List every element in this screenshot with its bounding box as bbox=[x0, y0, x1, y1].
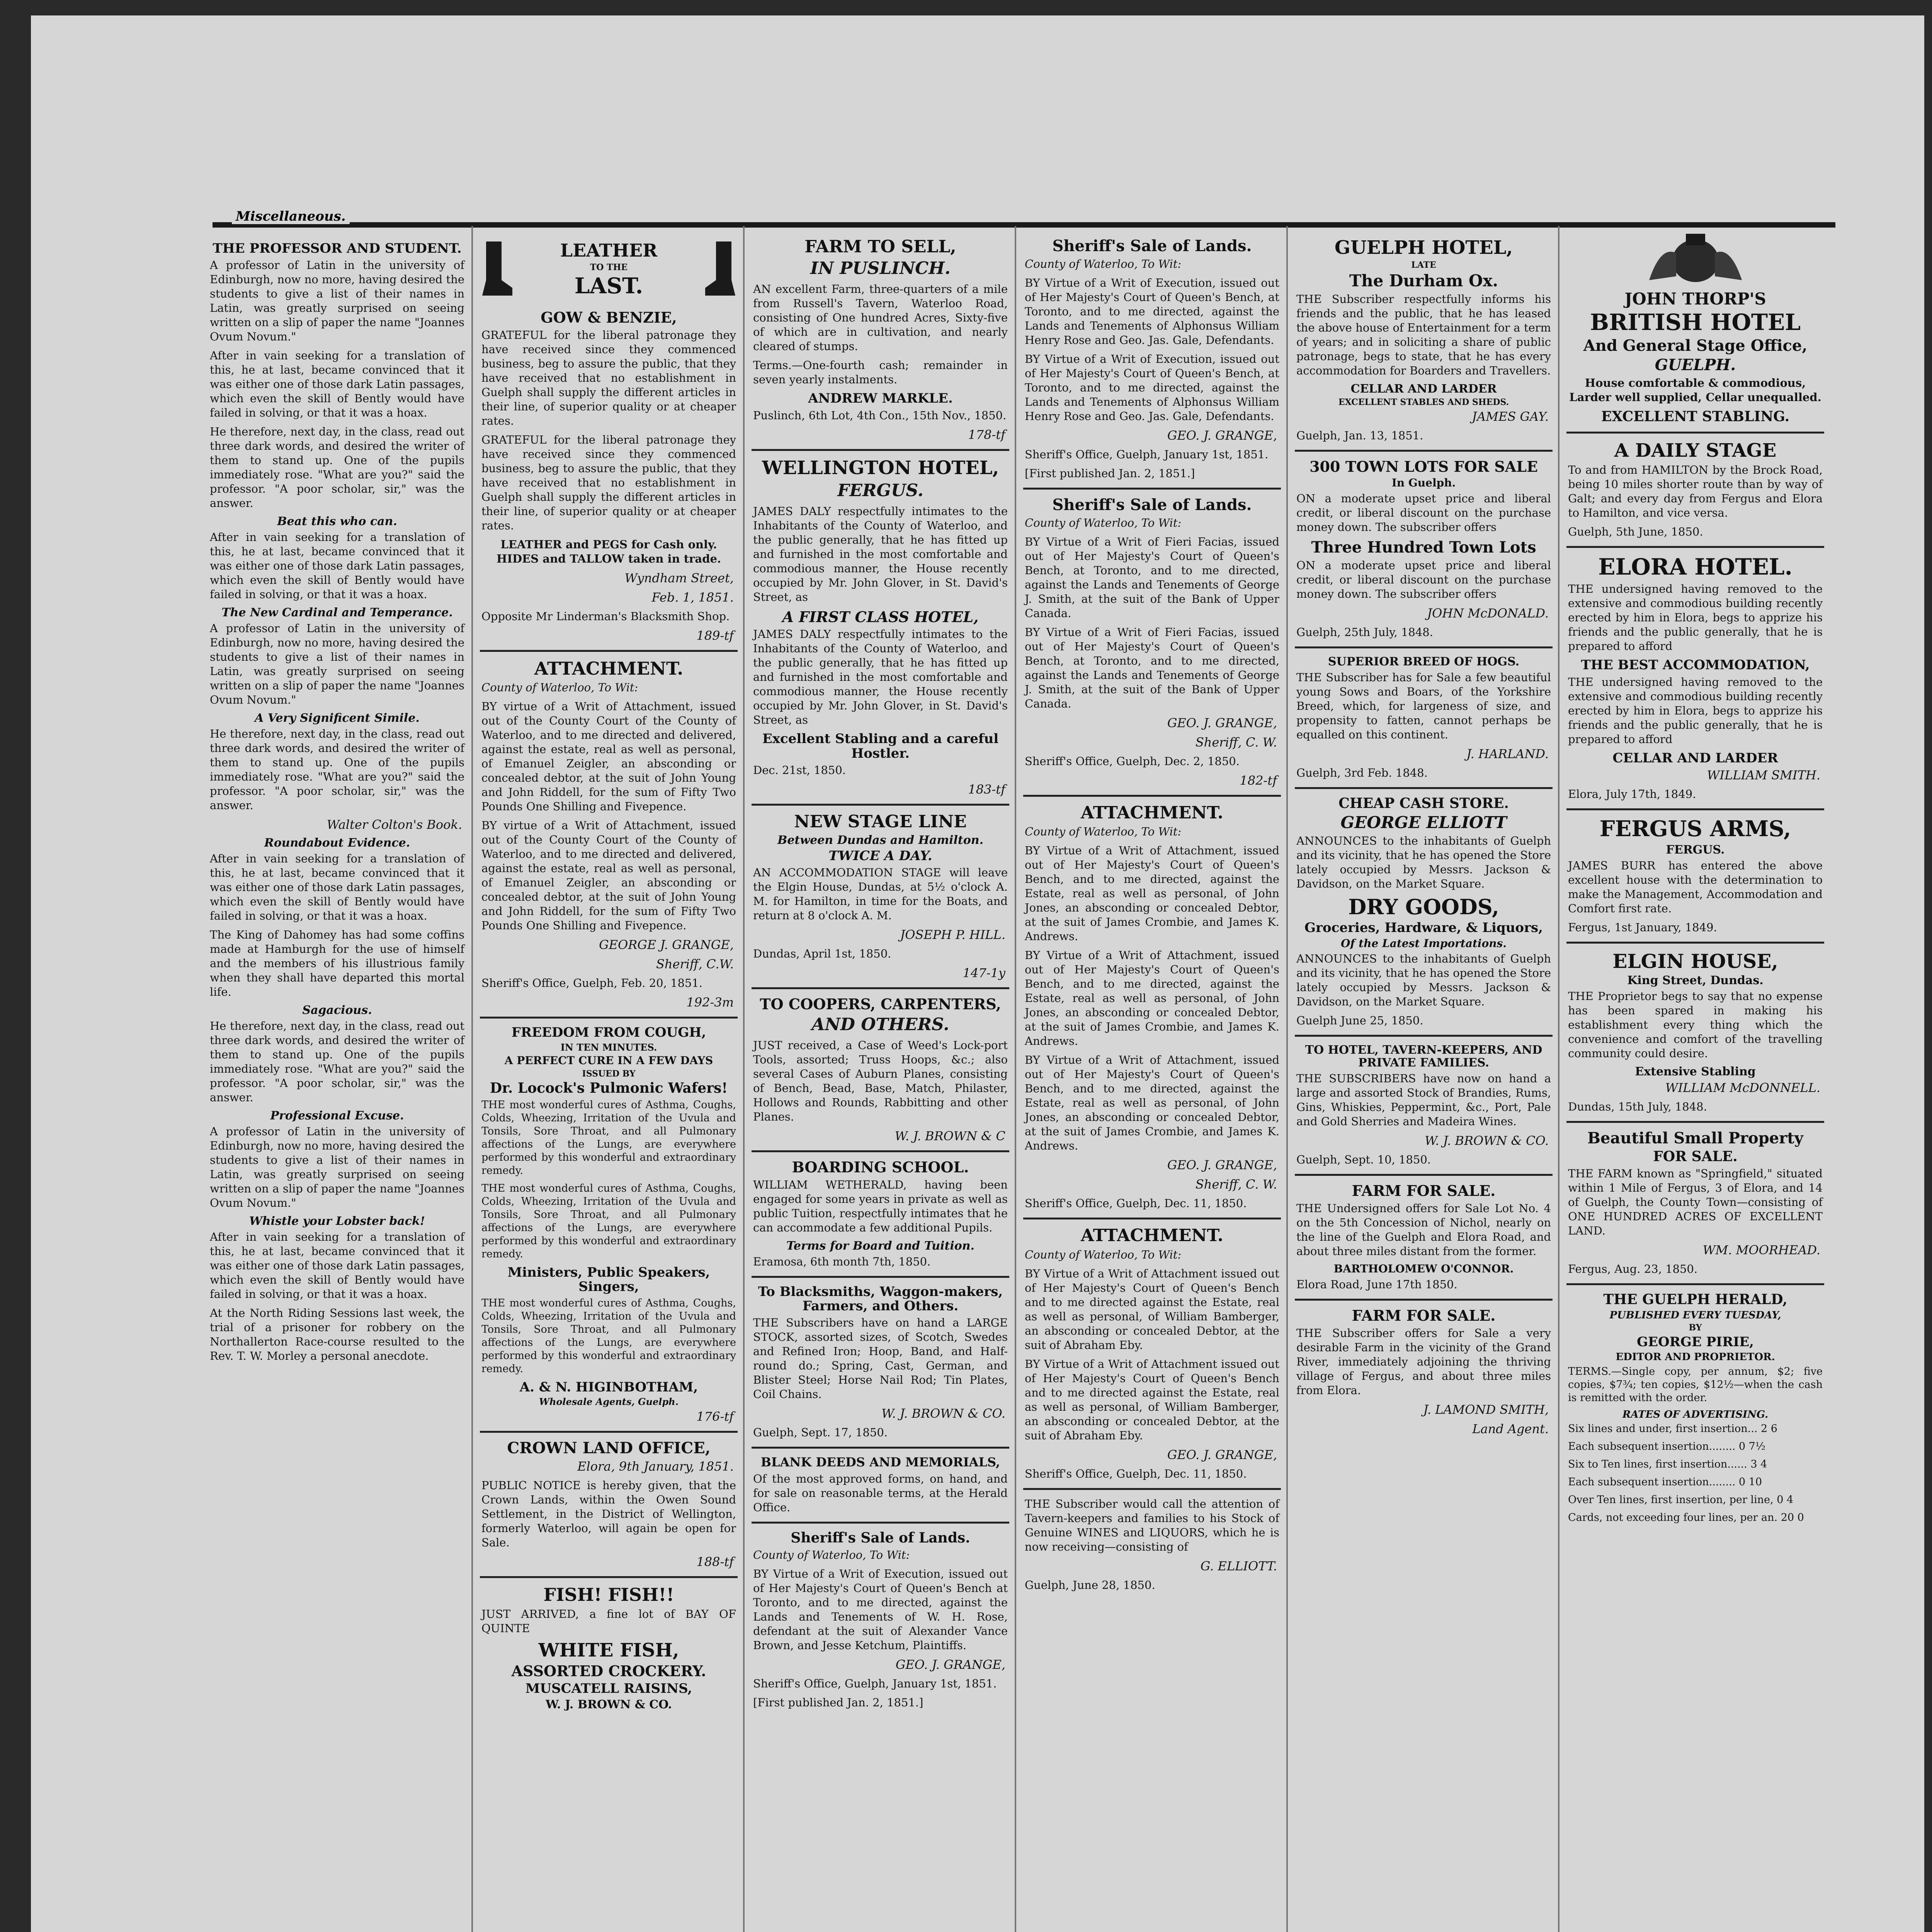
advertiser-name: J. LAMOND SMITH, bbox=[1423, 1402, 1549, 1417]
ad-title: CHEAP CASH STORE. bbox=[1338, 795, 1509, 811]
ad-title: NEW STAGE LINE bbox=[794, 812, 967, 832]
ad-title: ELGIN HOUSE, bbox=[1612, 949, 1778, 973]
ad-title: LAST. bbox=[574, 273, 643, 299]
ad-subtitle: And General Stage Office, bbox=[1583, 336, 1808, 355]
separator bbox=[1023, 1218, 1281, 1219]
ad-county: County of Waterloo, To Wit: bbox=[1025, 825, 1182, 838]
ad-address: Opposite Mr Linderman's Blacksmith Shop. bbox=[481, 609, 730, 623]
ad-county: County of Waterloo, To Wit: bbox=[753, 1548, 910, 1562]
advertiser-role: Land Agent. bbox=[1472, 1421, 1549, 1436]
ad-text: BY Virtue of a Writ of Attachment, issued out of Her Majesty's Court of Queen's Bench, and to me directed, against the Estate, real as well as personal, of John Jones, an absconding or concealed Debtor, at the suit of James Crombie, and James K. Andrews. bbox=[1025, 844, 1279, 943]
ad-date: Elora, July 17th, 1849. bbox=[1568, 787, 1696, 801]
ad-code: 147-1y bbox=[963, 965, 1005, 980]
advertiser-name: J. HARLAND. bbox=[1466, 746, 1549, 761]
article-title: Whistle your Lobster back! bbox=[249, 1214, 425, 1228]
separator bbox=[1023, 1488, 1281, 1490]
ad-date: Fergus, Aug. 23, 1850. bbox=[1568, 1262, 1698, 1276]
ad-code: 189-tf bbox=[696, 628, 734, 643]
agent-location: Wholesale Agents, Guelph. bbox=[539, 1396, 679, 1407]
ad-text: THE undersigned having removed to the extensive and commodious building recently erected by him in Elora, begs to apprize his friends and the public generally, that he is prepared to afford bbox=[1568, 582, 1823, 653]
ad-date: Feb. 1, 1851. bbox=[651, 590, 734, 605]
ad-subtitle: TO THE bbox=[590, 262, 628, 272]
separator bbox=[1023, 795, 1281, 797]
ad-subtitle: DRY GOODS, bbox=[1348, 894, 1499, 919]
article-title: The New Cardinal and Temperance. bbox=[221, 606, 453, 620]
ad-text: BY virtue of a Writ of Attachment, issued out of the County Court of the County of Waterloo, and to me directed and delivered, against the estate, real as well as personal, of Emanuel Zeigler, an absconding or concealed debtor, at the suit of John Young and John Riddell, for the sum of Fifty Two Pounds One Shilling and Fivepence. bbox=[481, 700, 736, 813]
ad-text: BY Virtue of a Writ of Attachment issued out of Her Majesty's Court of Queen's Bench and to me directed against the Estate, real as well as personal, of William Bamberger, an absconding or concealed Debtor, at the suit of Abraham Eby. bbox=[1025, 1357, 1279, 1442]
separator bbox=[752, 1447, 1009, 1449]
ad-title: SUPERIOR BREED OF HOGS. bbox=[1328, 655, 1520, 668]
ad-title: GUELPH HOTEL, bbox=[1334, 237, 1513, 259]
ad-code: 188-tf bbox=[696, 1554, 734, 1570]
column-3 bbox=[750, 226, 1011, 1932]
ad-text: BY Virtue of a Writ of Attachment, issued out of Her Majesty's Court of Queen's Bench, and to me directed, against the Estate, real as well as personal, of John Jones, an absconding or concealed Debtor, at the suit of James Crombie, and James K. Andrews. bbox=[1025, 1053, 1279, 1153]
ad-title: TO HOTEL, TAVERN-KEEPERS, AND PRIVATE FAMILIES. bbox=[1305, 1043, 1543, 1070]
sheriff-name: GEORGE J. GRANGE, bbox=[599, 937, 734, 952]
sheriff-name: GEO. J. GRANGE, bbox=[895, 1657, 1005, 1672]
ad-subtitle: Terms for Board and Tuition. bbox=[786, 1239, 975, 1253]
separator bbox=[1566, 432, 1824, 434]
ad-text: To and from HAMILTON by the Brock Road, being 10 miles shorter route than by way of Galt; and every day from Fergus and Elora to Hamilton, and vice versa. bbox=[1568, 463, 1823, 520]
ad-date: Elora Road, June 17th 1850. bbox=[1296, 1277, 1458, 1291]
column-5 bbox=[1293, 226, 1554, 1932]
ad-text: BY Virtue of a Writ of Attachment, issued out of Her Majesty's Court of Queen's Bench, and to me directed, against the Estate, real as well as personal, of John Jones, an absconding or concealed Debtor, at the suit of James Crombie, and James K. Andrews. bbox=[1025, 949, 1279, 1048]
article-paragraph: After in vain seeking for a translation of this, he at last, became convinced that it was either one of those dark Latin passages, which even the skill of Bently would have failed in solving, or that it was a hoax. bbox=[210, 531, 464, 601]
ad-subtitle: The Durham Ox. bbox=[1349, 271, 1498, 290]
ad-text: LEATHER and PEGS for Cash only. HIDES and TALLOW taken in trade. bbox=[496, 537, 721, 565]
ad-text: GRATEFUL for the liberal patronage they have received since they commenced business, beg to assure the public, that they have received that no establishment in Guelph shall supply the different articles in their line, of superior quality or at cheaper rates. bbox=[481, 433, 736, 532]
ad-date: Puslinch, 6th Lot, 4th Con., 15th Nov., 1850. bbox=[753, 408, 1007, 422]
ad-county: County of Waterloo, To Wit: bbox=[1025, 1248, 1182, 1261]
ad-date: Guelph, 25th July, 1848. bbox=[1296, 625, 1433, 639]
ad-date: Guelph, Jan. 13, 1851. bbox=[1296, 429, 1423, 442]
ad-subtitle: ISSUED BY bbox=[582, 1068, 636, 1079]
ad-title: FARM TO SELL, bbox=[804, 237, 956, 257]
ad-text: AN ACCOMMODATION STAGE will leave the Elgin House, Dundas, at 5½ o'clock A. M. for Hamilton, in time for the Boats, and return at 8 o'clock A. M. bbox=[753, 866, 1008, 922]
ad-text: PUBLIC NOTICE is hereby given, that the Crown Lands, within the Owen Sound Settlement, in the District of Wellington, formerly Waterloo, will again be open for Sale. bbox=[481, 1479, 736, 1549]
ad-text: Of the most approved forms, on hand, and for sale on reasonable terms, at the Herald Office. bbox=[753, 1472, 1008, 1514]
ad-street: Wyndham Street, bbox=[624, 570, 734, 585]
ad-first-published: [First published Jan. 2, 1851.] bbox=[1025, 467, 1195, 480]
ad-title: TO COOPERS, CARPENTERS, bbox=[760, 995, 1001, 1013]
ad-subtitle: RATES OF ADVERTISING. bbox=[1622, 1408, 1769, 1420]
article-paragraph: He therefore, next day, in the class, read out three dark words, and desired the writer of them to stand up. One of the pupils immediately rose. "What are you?" said the professor. "A poor scholar, sir," was the answer. bbox=[210, 727, 464, 812]
column-divider bbox=[1015, 226, 1016, 1932]
article-paragraph: After in vain seeking for a translation of this, he at last, became convinced that it was either one of those dark Latin passages, which even the skill of Bently would have failed in solving, or that it was a hoax. bbox=[210, 1230, 464, 1301]
ad-subtitle: IN TEN MINUTES. bbox=[560, 1041, 657, 1053]
ad-text: THE Subscribers have on hand a LARGE STOCK, assorted sizes, of Scotch, Swedes and Refined Iron; Hoop, Band, and Half-round do.; Spring, Cast, German, and Blister Steel; Horse Nail Rod; Tin Plates, Coil Chains. bbox=[753, 1316, 1008, 1401]
sheriff-office: Sheriff's Office, Guelph, Dec. 2, 1850. bbox=[1025, 755, 1240, 768]
ad-title: FREEDOM FROM COUGH, bbox=[511, 1025, 706, 1041]
ad-text: THE Subscriber respectfully informs his friends and the public, that he has leased the above house of Entertainment for a term of years; and in soliciting a share of public patronage, begs to state, that he has every accommodation for Boarders and Travellers. bbox=[1296, 293, 1551, 378]
advertiser-name: JAMES GAY. bbox=[1472, 409, 1549, 424]
ad-subtitle: Ministers, Public Speakers, Singers, bbox=[507, 1264, 710, 1295]
newspaper-page bbox=[31, 15, 1924, 1932]
ad-text: BY Virtue of a Writ of Attachment issued out of Her Majesty's Court of Queen's Bench and to me directed against the Estate, real as well as personal, of William Bamberger, an absconding or concealed Debtor, at the suit of Abraham Eby. bbox=[1025, 1267, 1279, 1352]
ad-code: 182-tf bbox=[1240, 773, 1277, 788]
ad-title: THE GUELPH HERALD, bbox=[1603, 1291, 1787, 1308]
firm-name: W. J. BROWN & CO. bbox=[1425, 1133, 1549, 1148]
ad-title: BRITISH HOTEL bbox=[1590, 309, 1801, 336]
ad-text: THE undersigned having removed to the extensive and commodious building recently erected by him in Elora, begs to apprize his friends and the public generally, that he is prepared to afford bbox=[1568, 675, 1823, 746]
separator bbox=[1295, 450, 1553, 452]
section-heading: Miscellaneous. bbox=[232, 209, 350, 224]
ad-text: AN excellent Farm, three-quarters of a mile from Russell's Tavern, Waterloo Road, consisting of One hundred Acres, Sixty-five of which are in cultivation, and nearly cleared of stumps. bbox=[753, 282, 1008, 353]
ad-text: JAMES DALY respectfully intimates to the Inhabitants of the County of Waterloo, and the public generally, that he has fitted up and furnished in the most comfortable and commodious manner, the House recently occupied by Mr. John Glover, in St. David's Street, as bbox=[753, 628, 1008, 727]
ad-county: County of Waterloo, To Wit: bbox=[481, 681, 638, 694]
sheriff-office: Sheriff's Office, Guelph, January 1st, 1851. bbox=[753, 1677, 997, 1690]
ad-subtitle: Groceries, Hardware, & Liquors, bbox=[1304, 920, 1543, 936]
ad-title: FERGUS ARMS, bbox=[1599, 816, 1791, 842]
boot-icon bbox=[704, 238, 739, 299]
ad-text: THE SUBSCRIBERS have now on hand a large and assorted Stock of Brandies, Rums, Gins, Whiskies, Peppermint, &c., Port, Pale and Gold Sherries and Madeira Wines. bbox=[1296, 1072, 1551, 1128]
article-paragraph: After in vain seeking for a translation of this, he at last, became convinced that it was either one of those dark Latin passages, which even the skill of Bently would have failed in solving, or that it was a hoax. bbox=[210, 852, 464, 923]
sheriff-office: Sheriff's Office, Guelph, Feb. 20, 1851. bbox=[481, 976, 703, 990]
ad-text: BY Virtue of a Writ of Execution, issued out of Her Majesty's Court of Queen's Bench, at Toronto, and to me directed, against the Lands and Tenements of Alphonsus William Henry Rose and Geo. Jas. Gale, Defendants. bbox=[1025, 276, 1279, 347]
ad-text: THE most wonderful cures of Asthma, Coughs, Colds, Wheezing, Irritation of the Uvula and Tonsils, Sore Throat, and all Pulmonary affections of the Lungs, are everywhere performed by this wonderful and extraordinary remedy. bbox=[481, 1099, 736, 1177]
ad-subtitle: AND OTHERS. bbox=[811, 1014, 949, 1034]
ad-date: Dundas, 15th July, 1848. bbox=[1568, 1100, 1707, 1113]
ad-text: THE FARM known as "Springfield," situated within 1 Mile of Fergus, 3 of Elora, and 14 of Guelph, the County Town—consisting of ONE HUNDRED ACRES OF EXCELLENT LAND. bbox=[1568, 1167, 1823, 1238]
separator bbox=[480, 1017, 738, 1019]
ad-subtitle: Between Dundas and Hamilton. bbox=[777, 833, 984, 847]
column-2 bbox=[478, 226, 739, 1932]
article-title: Sagacious. bbox=[302, 1003, 372, 1017]
ad-title: A DAILY STAGE bbox=[1614, 439, 1777, 461]
ad-date: Eramosa, 6th month 7th, 1850. bbox=[753, 1255, 931, 1268]
rate-line: Cards, not exceeding four lines, per an. 20 0 bbox=[1568, 1512, 1804, 1524]
ad-subtitle: A PERFECT CURE IN A FEW DAYS bbox=[504, 1054, 713, 1067]
ad-subtitle: TWICE A DAY. bbox=[828, 848, 932, 864]
column-6 bbox=[1565, 226, 1826, 1932]
separator bbox=[1295, 787, 1553, 789]
ad-text: BY Virtue of a Writ of Execution, issued out of Her Majesty's Court of Queen's Bench at Toronto, and to me directed, against the Lands and Tenements of W. H. Rose, defendant at the suit of Alexander Vance Brown, and Jesse Ketchum, Plaintiffs. bbox=[753, 1567, 1008, 1652]
sheriff-name: GEO. J. GRANGE, bbox=[1167, 1447, 1277, 1462]
ad-date: Guelph, 5th June, 1850. bbox=[1568, 525, 1703, 539]
ad-subtitle: WHITE FISH, bbox=[538, 1639, 679, 1661]
ad-subtitle: THE BEST ACCOMMODATION, bbox=[1581, 657, 1810, 673]
ad-date: Dec. 21st, 1850. bbox=[753, 764, 846, 777]
ad-text: ON a moderate upset price and liberal credit, or liberal discount on the purchase money down. The subscriber offers bbox=[1296, 558, 1551, 600]
separator bbox=[480, 650, 738, 652]
ad-text: THE most wonderful cures of Asthma, Coughs, Colds, Wheezing, Irritation of the Uvula and Tonsils, Sore Throat, and all Pulmonary affections of the Lungs, are everywhere performed by this wonderful and extraordinary remedy. bbox=[481, 1297, 736, 1375]
ad-text: THE Subscriber offers for Sale a very desirable Farm in the vicinity of the Grand River, immediately adjoining the thriving village of Fergus, and about three miles from Elora. bbox=[1296, 1326, 1551, 1397]
ad-code: 178-tf bbox=[968, 427, 1005, 442]
ad-text: JUST ARRIVED, a fine lot of BAY OF QUINTE bbox=[481, 1607, 736, 1635]
separator bbox=[1023, 488, 1281, 490]
ad-county: County of Waterloo, To Wit: bbox=[1025, 516, 1182, 529]
ad-subtitle: In Guelph. bbox=[1391, 476, 1456, 490]
ad-text: House comfortable & commodious, Larder well supplied, Cellar unequalled. bbox=[1569, 376, 1821, 404]
ad-text: JAMES DALY respectfully intimates to the Inhabitants of the County of Waterloo, and the public generally, that he has fitted up and furnished in the most comfortable and commodious manner, the House recently occupied by Mr. John Glover, in St. David's Street, as bbox=[753, 504, 1008, 604]
ad-subtitle: Extensive Stabling bbox=[1635, 1065, 1756, 1078]
ad-title: 300 TOWN LOTS FOR SALE bbox=[1310, 458, 1538, 476]
separator bbox=[1566, 942, 1824, 944]
article-paragraph: He therefore, next day, in the class, read out three dark words, and desired the writer of them to stand up. One of the pupils immediately rose. "What are you?" said the professor. "A poor scholar, sir," was the answer. bbox=[210, 425, 464, 510]
ad-title: BOARDING SCHOOL. bbox=[792, 1158, 969, 1176]
ad-title: LEATHER bbox=[560, 240, 658, 261]
separator bbox=[752, 804, 1009, 806]
firm-name: W. J. BROWN & CO. bbox=[546, 1697, 672, 1711]
separator bbox=[752, 1522, 1009, 1524]
ad-subtitle: LATE bbox=[1411, 260, 1436, 270]
separator bbox=[480, 1576, 738, 1578]
separator bbox=[752, 987, 1009, 989]
ad-date: Guelph, Sept. 17, 1850. bbox=[753, 1426, 888, 1439]
firm-name: W. J. BROWN & C bbox=[895, 1128, 1005, 1143]
sheriff-name: GEO. J. GRANGE, bbox=[1167, 428, 1277, 443]
separator bbox=[480, 1431, 738, 1433]
ad-subtitle: EXCELLENT STABLING. bbox=[1601, 408, 1790, 425]
article-paragraph: The King of Dahomey has had some coffins made at Hamburgh for the use of himself and the members of his illustrious family when they shall have departed this mortal life. bbox=[210, 928, 464, 999]
ad-text: BY Virtue of a Writ of Execution, issued out of Her Majesty's Court of Queen's Bench, at Toronto, and to me directed, against the Lands and Tenements of Alphonsus William Henry Rose and Geo. Jas. Gale, Defendants. bbox=[1025, 352, 1279, 423]
article-paragraph: After in vain seeking for a translation of this, he at last, became convinced that it was either one of those dark Latin passages, which even the skill of Bently would have failed in solving, or that it was a hoax. bbox=[210, 349, 464, 420]
ad-title: Beautiful Small Property bbox=[1587, 1129, 1803, 1147]
ad-date: Guelph, Sept. 10, 1850. bbox=[1296, 1153, 1431, 1167]
ad-text: BY Virtue of a Writ of Fieri Facias, issued out of Her Majesty's Court of Queen's Bench, at Toronto, and to me directed, against the Lands and Tenements of George J. Smith, at the suit of the Bank of Upper Canada. bbox=[1025, 535, 1279, 620]
ad-text: THE most wonderful cures of Asthma, Coughs, Colds, Wheezing, Irritation of the Uvula and Tonsils, Sore Throat, and all Pulmonary affections of the Lungs, are everywhere performed by this wonderful and extraordinary remedy. bbox=[481, 1182, 736, 1260]
rate-line: Over Ten lines, first insertion, per line, 0 4 bbox=[1568, 1494, 1794, 1506]
ad-text: BY Virtue of a Writ of Fieri Facias, issued out of Her Majesty's Court of Queen's Bench, at Toronto, and to me directed, against the Lands and Tenements of George J. Smith, at the suit of the Bank of Upper Canada. bbox=[1025, 626, 1279, 710]
advertiser-name: ANDREW MARKLE. bbox=[808, 391, 953, 406]
ad-text: JUST received, a Case of Weed's Lock-port Tools, assorted; Truss Hoops, &c.; also several Cases of Auburn Planes, consisting of Bench, Bead, Base, Match, Philaster, Hollows and Rounds, Rabbitting and other Planes. bbox=[753, 1038, 1008, 1123]
editor-role: EDITOR AND PROPRIETOR. bbox=[1616, 1351, 1775, 1363]
ad-date: Guelph June 25, 1850. bbox=[1296, 1014, 1423, 1027]
sheriff-office: Sheriff's Office, Guelph, Dec. 11, 1850. bbox=[1025, 1197, 1247, 1210]
ad-subtitle: King Street, Dundas. bbox=[1627, 973, 1764, 987]
ad-subtitle: FOR SALE. bbox=[1653, 1148, 1738, 1165]
ad-title: ATTACHMENT. bbox=[1081, 803, 1223, 823]
article-title: Beat this who can. bbox=[277, 515, 397, 529]
ad-text: TERMS.—Single copy, per annum, $2; five copies, $7¾; ten copies, $12½—when the cash is remitted with the order. bbox=[1568, 1365, 1823, 1404]
ad-title: WELLINGTON HOTEL, bbox=[762, 457, 999, 479]
ad-terms: Terms.—One-fourth cash; remainder in seven yearly instalments. bbox=[753, 359, 1008, 386]
article-title: Professional Excuse. bbox=[270, 1109, 404, 1123]
column-4 bbox=[1022, 226, 1282, 1932]
column-1 bbox=[207, 226, 468, 1932]
ad-code: 176-tf bbox=[696, 1409, 734, 1424]
ad-title: Dr. Locock's Pulmonic Wafers! bbox=[490, 1080, 728, 1097]
ad-title: FARM FOR SALE. bbox=[1352, 1182, 1496, 1200]
ad-text: ANNOUNCES to the inhabitants of Guelph and its vicinity, that he has opened the Store lately occupied by Messrs. Jackson & Davidson, on the Market Square. bbox=[1296, 952, 1551, 1009]
ad-subtitle: ASSORTED CROCKERY. bbox=[511, 1662, 706, 1680]
ad-subtitle: FERGUS. bbox=[1666, 843, 1725, 857]
ad-subtitle: CELLAR AND LARDER bbox=[1350, 382, 1497, 396]
ad-title: Sheriff's Sale of Lands. bbox=[1052, 237, 1252, 255]
ad-text: BY virtue of a Writ of Attachment, issued out of the County Court of the County of Waterloo, and to me directed and delivered, against the estate, real as well as personal, of Emanuel Zeigler, an absconding or concealed debtor, at the suit of John Young and John Riddell, for the sum of Fifty Two Pounds One Shilling and Fivepence. bbox=[481, 819, 736, 932]
advertiser-name: BARTHOLOMEW O'CONNOR. bbox=[1333, 1262, 1514, 1276]
article-paragraph: A professor of Latin in the university of Edinburgh, now no more, having desired the students to give a list of their names in Latin, was greatly surprised on seeing written on a slip of paper the name "Joannes Ovum Novum." bbox=[210, 622, 464, 707]
ad-title: Sheriff's Sale of Lands. bbox=[791, 1529, 970, 1546]
advertiser-name: WILLIAM McDONNELL. bbox=[1665, 1080, 1820, 1095]
rate-line: Each subsequent insertion........ 0 7½ bbox=[1568, 1440, 1765, 1453]
advertiser-name: JOHN McDONALD. bbox=[1427, 605, 1549, 621]
article-title: THE PROFESSOR AND STUDENT. bbox=[213, 241, 462, 256]
ad-subtitle: GUELPH. bbox=[1655, 355, 1736, 374]
column-divider bbox=[471, 226, 473, 1932]
leather-header bbox=[478, 238, 739, 307]
separator bbox=[1295, 646, 1553, 648]
separator bbox=[752, 1276, 1009, 1278]
article-paragraph: A professor of Latin in the university of Edinburgh, now no more, having desired the students to give a list of their names in Latin, was greatly surprised on seeing written on a slip of paper the name "Joannes Ovum Novum." bbox=[210, 1125, 464, 1210]
ad-county: County of Waterloo, To Wit: bbox=[1025, 257, 1182, 270]
ad-text: THE Subscriber would call the attention of Tavern-keepers and families to his Stock of Genuine WINES and LIQUORS, which he is now receiving—consisting of bbox=[1025, 1497, 1279, 1553]
article-paragraph: A professor of Latin in the university of Edinburgh, now no more, having desired the students to give a list of their names in Latin, was greatly surprised on seeing written on a slip of paper the name "Joannes Ovum Novum." bbox=[210, 259, 464, 344]
sheriff-name: GEO. J. GRANGE, bbox=[1167, 1158, 1277, 1173]
separator bbox=[1566, 1121, 1824, 1123]
advertiser-name: WILLIAM SMITH. bbox=[1707, 767, 1820, 782]
hotel-owner: JOHN THORP'S bbox=[1624, 289, 1766, 308]
ad-title: ATTACHMENT. bbox=[1081, 1226, 1223, 1246]
editor-name: GEORGE PIRIE, bbox=[1637, 1334, 1754, 1350]
ad-subtitle: Three Hundred Town Lots bbox=[1311, 538, 1536, 556]
boot-icon bbox=[478, 238, 513, 299]
ad-subtitle: FERGUS. bbox=[837, 480, 923, 500]
ad-code: 192-3m bbox=[686, 995, 734, 1010]
sheriff-role: Sheriff, C.W. bbox=[656, 957, 734, 972]
column-divider bbox=[743, 226, 745, 1932]
ad-subtitle: PUBLISHED EVERY TUESDAY, bbox=[1609, 1309, 1781, 1321]
sheriff-role: Sheriff, C. W. bbox=[1195, 1177, 1277, 1192]
ad-text: ANNOUNCES to the inhabitants of Guelph and its vicinity, that he has opened the Store lately occupied by Messrs. Jackson & Davidson, on the Market Square. bbox=[1296, 834, 1551, 890]
column-divider bbox=[1558, 226, 1560, 1932]
separator bbox=[1566, 1283, 1824, 1285]
ad-subtitle: IN PUSLINCH. bbox=[810, 259, 951, 279]
ad-subtitle: Excellent Stabling and a careful Hostler. bbox=[762, 731, 999, 761]
ad-title: CROWN LAND OFFICE, bbox=[507, 1439, 711, 1458]
ad-subtitle: Of the Latest Importations. bbox=[1341, 937, 1507, 950]
ad-subtitle: MUSCATELL RAISINS, bbox=[525, 1680, 692, 1696]
advertiser-name: WM. MOORHEAD. bbox=[1702, 1243, 1820, 1258]
sheriff-office: Sheriff's Office, Guelph, January 1st, 1851. bbox=[1025, 448, 1269, 461]
ad-subtitle: A FIRST CLASS HOTEL, bbox=[782, 608, 979, 626]
article-paragraph: At the North Riding Sessions last week, the trial of a prisoner for robbery on the Northallerton Race-course resulted to the Rev. T. W. Morley a personal anecdote. bbox=[210, 1306, 464, 1363]
separator bbox=[752, 1150, 1009, 1152]
sheriff-office: Sheriff's Office, Guelph, Dec. 11, 1850. bbox=[1025, 1467, 1247, 1480]
ad-title: ATTACHMENT. bbox=[534, 658, 684, 679]
ad-date: Guelph, June 28, 1850. bbox=[1025, 1578, 1155, 1592]
ad-title: Sheriff's Sale of Lands. bbox=[1052, 496, 1252, 514]
separator bbox=[1295, 1174, 1553, 1176]
article-title: Roundabout Evidence. bbox=[264, 836, 410, 850]
separator bbox=[1566, 546, 1824, 548]
sheriff-role: Sheriff, C. W. bbox=[1195, 735, 1277, 750]
ad-text: JAMES BURR has entered the above excellent house with the determination to make the Management, Accommodation and Comfort first rate. bbox=[1568, 859, 1823, 915]
sheriff-name: GEO. J. GRANGE, bbox=[1167, 716, 1277, 730]
article-paragraph: He therefore, next day, in the class, read out three dark words, and desired the writer of them to stand up. One of the pupils immediately rose. "What are you?" said the professor. "A poor scholar, sir," was the answer. bbox=[210, 1019, 464, 1104]
advertiser-name: G. ELLIOTT. bbox=[1200, 1558, 1277, 1573]
ad-text: THE Subscriber has for Sale a few beautiful young Sows and Boars, of the Yorkshire Breed, which, for largeness of size, and propensity to fatten, cannot perhaps be equalled on this continent. bbox=[1296, 670, 1551, 741]
separator bbox=[1295, 1299, 1553, 1301]
agent-name: A. & N. HIGINBOTHAM, bbox=[519, 1379, 698, 1395]
ad-date: Elora, 9th January, 1851. bbox=[577, 1459, 734, 1474]
ad-text: THE Undersigned offers for Sale Lot No. 4 on the 5th Concession of Nichol, nearly on the line of the Guelph and Elora Road, and about three miles distant from the former. bbox=[1296, 1202, 1551, 1258]
rate-line: Each subsequent insertion........ 0 10 bbox=[1568, 1476, 1762, 1488]
firm-name: GOW & BENZIE, bbox=[541, 309, 677, 326]
royal-crest-icon bbox=[1638, 230, 1753, 288]
article-signature: Walter Colton's Book. bbox=[327, 817, 462, 832]
separator bbox=[752, 449, 1009, 451]
ad-date: Fergus, 1st January, 1849. bbox=[1568, 920, 1717, 934]
column-divider bbox=[1286, 226, 1288, 1932]
ad-title: FARM FOR SALE. bbox=[1352, 1306, 1496, 1324]
advertiser-name: JOSEPH P. HILL. bbox=[900, 927, 1005, 942]
rate-line: Six to Ten lines, first insertion...... 3 4 bbox=[1568, 1458, 1767, 1471]
ad-date: Guelph, 3rd Feb. 1848. bbox=[1296, 766, 1428, 779]
ad-text: WILLIAM WETHERALD, having been engaged for some years in private as well as public Tuition, respectfully intimates that he can accommodate a few additional Pupils. bbox=[753, 1178, 1008, 1234]
ad-title: BLANK DEEDS AND MEMORIALS, bbox=[760, 1455, 1000, 1470]
ad-subtitle: BY bbox=[1689, 1323, 1702, 1333]
rate-line: Six lines and under, first insertion... 2 6 bbox=[1568, 1423, 1777, 1435]
ad-text: GRATEFUL for the liberal patronage they have received since they commenced business, beg to assure the public, that they have received that no establishment in Guelph shall supply the different articles in their line, of superior quality or at cheaper rates. bbox=[481, 328, 736, 427]
ad-title: To Blacksmiths, Waggon-makers, Farmers, and Others. bbox=[758, 1284, 1003, 1314]
ad-title: FISH! FISH!! bbox=[543, 1584, 674, 1605]
ad-date: Dundas, April 1st, 1850. bbox=[753, 947, 891, 960]
ad-code: 183-tf bbox=[968, 782, 1005, 797]
ad-first-published: [First published Jan. 2, 1851.] bbox=[753, 1696, 923, 1709]
firm-name: W. J. BROWN & CO. bbox=[881, 1406, 1005, 1421]
separator bbox=[1566, 808, 1824, 810]
ad-subtitle: EXCELLENT STABLES AND SHEDS. bbox=[1338, 397, 1509, 408]
ad-text: ON a moderate upset price and liberal credit, or liberal discount on the purchase money down. The subscriber offers bbox=[1296, 492, 1551, 534]
separator bbox=[1295, 1035, 1553, 1037]
ad-title: ELORA HOTEL. bbox=[1598, 554, 1793, 580]
ad-text: THE Proprietor begs to say that no expense has been spared in making his establishment every thing which the convenience and comfort of the travelling community could desire. bbox=[1568, 989, 1823, 1060]
advertiser-name: GEORGE ELLIOTT bbox=[1340, 813, 1507, 832]
article-title: A Very Significent Simile. bbox=[255, 711, 420, 725]
ad-subtitle: CELLAR AND LARDER bbox=[1612, 750, 1778, 766]
